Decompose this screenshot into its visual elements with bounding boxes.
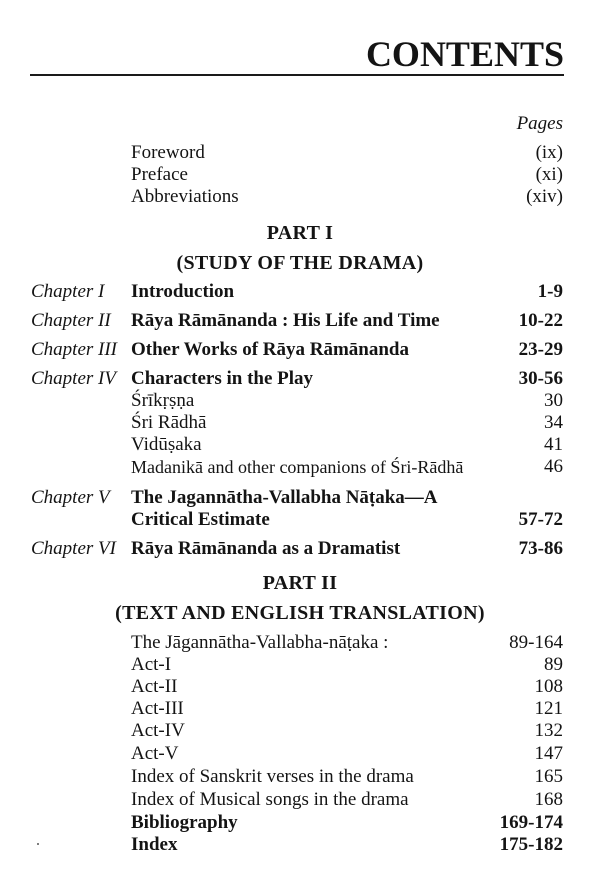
- toc-entry-chapter-1[interactable]: [0, 281, 600, 303]
- entry-title: Index: [131, 834, 178, 855]
- entry-title: Introduction: [131, 281, 235, 302]
- entry-page: 169-174: [499, 812, 563, 833]
- entry-page: 168: [534, 789, 563, 810]
- entry-page: 121: [534, 698, 563, 719]
- entry-page: 147: [534, 743, 563, 764]
- toc-entry-songs-index[interactable]: [0, 789, 600, 811]
- toc-entry-index[interactable]: [0, 834, 600, 856]
- page-title: CONTENTS: [365, 34, 564, 74]
- part2-heading: PART II: [262, 572, 338, 594]
- title-rule: [30, 74, 564, 76]
- toc-entry-chapter-3[interactable]: [0, 339, 600, 361]
- entry-title: Index of Musical songs in the drama: [131, 789, 409, 810]
- entry-title: Preface: [131, 164, 188, 185]
- entry-title: Rāya Rāmānanda : His Life and Time: [131, 310, 440, 331]
- entry-title: Other Works of Rāya Rāmānanda: [131, 339, 409, 360]
- stray-mark: [37, 843, 39, 845]
- entry-page: (ix): [535, 142, 563, 163]
- entry-title: Madanikā and other companions of Śri-Rādhā: [131, 457, 464, 477]
- entry-page: 23-29: [518, 339, 563, 360]
- entry-page: 132: [534, 720, 563, 741]
- entry-title: The Jāgannātha-Vallabha-nāṭaka :: [131, 632, 389, 653]
- entry-title: Act-I: [131, 654, 172, 675]
- toc-entry-bibliography[interactable]: [0, 812, 600, 834]
- entry-page: 73-86: [518, 538, 563, 559]
- entry-page: 89-164: [509, 632, 563, 653]
- toc-entry-act-4[interactable]: [0, 720, 600, 742]
- toc-subentry-madanika[interactable]: [0, 456, 600, 478]
- entry-title: Vidūṣaka: [131, 434, 202, 455]
- chapter-label: Chapter VI: [31, 538, 116, 559]
- entry-page: 108: [534, 676, 563, 697]
- entry-page: 41: [544, 434, 563, 455]
- toc-entry-chapter-4[interactable]: [0, 368, 600, 390]
- toc-entry-act-5[interactable]: [0, 743, 600, 765]
- entry-title: Act-II: [131, 676, 178, 697]
- part1-heading: PART I: [266, 222, 334, 244]
- entry-page: 165: [534, 766, 563, 787]
- entry-page: 10-22: [518, 310, 563, 331]
- toc-entry-sanskrit-index[interactable]: [0, 766, 600, 788]
- entry-title: Act-III: [131, 698, 184, 719]
- toc-entry-abbreviations[interactable]: [0, 186, 600, 208]
- entry-title: Index of Sanskrit verses in the drama: [131, 766, 414, 787]
- entry-title: Rāya Rāmānanda as a Dramatist: [131, 538, 401, 559]
- chapter-label: Chapter III: [31, 339, 118, 360]
- entry-title: Act-V: [131, 743, 179, 764]
- entry-page: (xi): [535, 164, 563, 185]
- entry-page: 1-9: [537, 281, 563, 302]
- entry-page: 30: [544, 390, 563, 411]
- entry-title: Act-IV: [131, 720, 185, 741]
- chapter-label: Chapter I: [31, 281, 105, 302]
- chapter-label: Chapter V: [31, 487, 110, 508]
- entry-page: 30-56: [518, 368, 563, 389]
- toc-subentry-vidusaka[interactable]: [0, 434, 600, 456]
- toc-entry-preface[interactable]: [0, 164, 600, 186]
- entry-page: 175-182: [499, 834, 563, 855]
- toc-entry-foreword[interactable]: [0, 142, 600, 164]
- part1-subheading: (STUDY OF THE DRAMA): [176, 252, 424, 274]
- entry-title: Abbreviations: [131, 186, 239, 207]
- toc-subentry-sri-radha[interactable]: [0, 412, 600, 434]
- toc-entry-text[interactable]: [0, 632, 600, 654]
- pages-heading: Pages: [516, 113, 563, 134]
- entry-page: 89: [544, 654, 563, 675]
- entry-title: Śri Rādhā: [131, 412, 207, 433]
- entry-title-line2: Critical Estimate: [131, 509, 270, 530]
- toc-entry-act-2[interactable]: [0, 676, 600, 698]
- toc-subentry-srikrsna[interactable]: [0, 390, 600, 412]
- toc-entry-act-3[interactable]: [0, 698, 600, 720]
- entry-page: 34: [544, 412, 563, 433]
- chapter-label: Chapter II: [31, 310, 111, 331]
- toc-entry-act-1[interactable]: [0, 654, 600, 676]
- entry-title: Bibliography: [131, 812, 238, 833]
- toc-entry-chapter-5[interactable]: [0, 487, 600, 531]
- entry-title-line1: The Jagannātha-Vallabha Nāṭaka—A: [131, 487, 438, 508]
- entry-page: 46: [544, 456, 563, 477]
- entry-page: 57-72: [518, 509, 563, 530]
- entry-title: Characters in the Play: [131, 368, 314, 389]
- part2-subheading: (TEXT AND ENGLISH TRANSLATION): [115, 602, 485, 624]
- entry-title: Śrīkṛṣṇa: [131, 390, 195, 411]
- chapter-label: Chapter IV: [31, 368, 116, 389]
- toc-entry-chapter-2[interactable]: [0, 310, 600, 332]
- entry-title: Foreword: [131, 142, 205, 163]
- entry-page: (xiv): [526, 186, 563, 207]
- toc-entry-chapter-6[interactable]: [0, 538, 600, 560]
